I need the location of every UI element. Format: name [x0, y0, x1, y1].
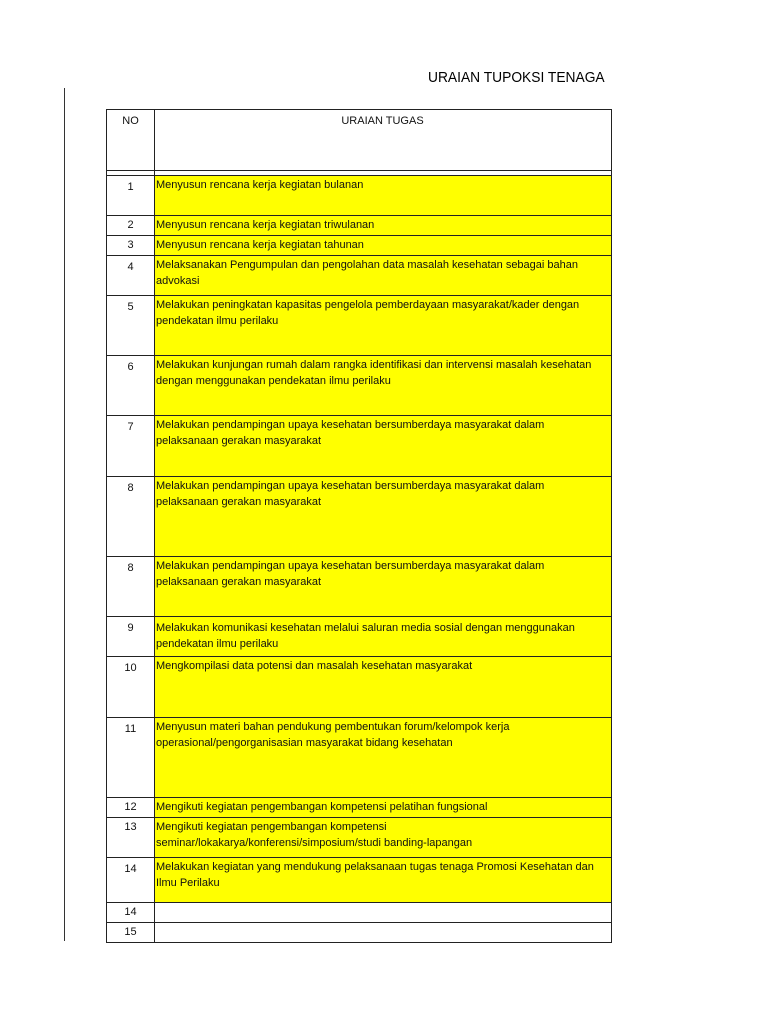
table-row — [107, 296, 612, 356]
table-row — [107, 818, 612, 858]
row-no: 8 — [107, 477, 155, 557]
row-no: 8 — [107, 557, 155, 617]
table-row — [107, 557, 612, 617]
title-container — [428, 69, 608, 91]
row-no: 12 — [107, 798, 155, 818]
row-no: 14 — [107, 858, 155, 903]
row-task: Melaksanakan Pengumpulan dan pengolahan data masalah kesehatan sebagai bahan advokasi — [155, 256, 612, 296]
row-task: Menyusun materi bahan pendukung pembentukan forum/kelompok kerja operasional/pengorganisasian masyarakat bidang kesehatan — [155, 718, 612, 798]
row-task — [155, 903, 612, 923]
table-row — [107, 356, 612, 416]
row-task: Melakukan pendampingan upaya kesehatan bersumberdaya masyarakat dalam pelaksanaan gerakan masyarakat — [155, 416, 612, 477]
row-task: Melakukan pendampingan upaya kesehatan bersumberdaya masyarakat dalam pelaksanaan gerakan masyarakat — [155, 477, 612, 557]
row-no: 11 — [107, 718, 155, 798]
table-row — [107, 718, 612, 798]
row-task: Menyusun rencana kerja kegiatan bulanan — [155, 176, 612, 216]
table-row — [107, 416, 612, 477]
row-task: Mengikuti kegiatan pengembangan kompetensi pelatihan fungsional — [155, 798, 612, 818]
row-task: Melakukan peningkatan kapasitas pengelola pemberdayaan masyarakat/kader dengan pendekatan ilmu perilaku — [155, 296, 612, 356]
row-task — [155, 923, 612, 943]
table-row — [107, 923, 612, 943]
row-task: Melakukan komunikasi kesehatan melalui saluran media sosial dengan menggunakan pendekatan ilmu perilaku — [155, 617, 612, 657]
table-row — [107, 256, 612, 296]
row-task: Melakukan kegiatan yang mendukung pelaksanaan tugas tenaga Promosi Kesehatan dan Ilmu Perilaku — [155, 858, 612, 903]
table-row — [107, 657, 612, 718]
header-task: URAIAN TUGAS — [155, 110, 612, 171]
row-no: 13 — [107, 818, 155, 858]
task-table — [106, 109, 612, 943]
table-row — [107, 236, 612, 256]
table-row — [107, 858, 612, 903]
row-task: Mengikuti kegiatan pengembangan kompetensi seminar/lokakarya/konferensi/simposium/studi banding-lapangan — [155, 818, 612, 858]
table-row — [107, 798, 612, 818]
row-no: 10 — [107, 657, 155, 718]
row-task: Melakukan pendampingan upaya kesehatan bersumberdaya masyarakat dalam pelaksanaan gerakan masyarakat — [155, 557, 612, 617]
row-task: Menyusun rencana kerja kegiatan triwulanan — [155, 216, 612, 236]
row-task: Menyusun rencana kerja kegiatan tahunan — [155, 236, 612, 256]
table-row — [107, 216, 612, 236]
table-row — [107, 617, 612, 657]
row-no: 4 — [107, 256, 155, 296]
row-no: 3 — [107, 236, 155, 256]
row-no: 15 — [107, 923, 155, 943]
row-task: Melakukan kunjungan rumah dalam rangka identifikasi dan intervensi masalah kesehatan dengan menggunakan pendekatan ilmu perilaku — [155, 356, 612, 416]
table-row — [107, 176, 612, 216]
left-margin-rule — [64, 88, 65, 941]
row-no: 5 — [107, 296, 155, 356]
page-title: URAIAN TUPOKSI TENAGA — [428, 69, 605, 86]
header-no: NO — [107, 110, 155, 171]
row-task: Mengkompilasi data potensi dan masalah kesehatan masyarakat — [155, 657, 612, 718]
row-no: 7 — [107, 416, 155, 477]
row-no: 9 — [107, 617, 155, 657]
row-no: 6 — [107, 356, 155, 416]
row-no: 2 — [107, 216, 155, 236]
row-no: 1 — [107, 176, 155, 216]
table-row — [107, 903, 612, 923]
row-no: 14 — [107, 903, 155, 923]
table-row — [107, 477, 612, 557]
table-header-row — [107, 110, 612, 171]
